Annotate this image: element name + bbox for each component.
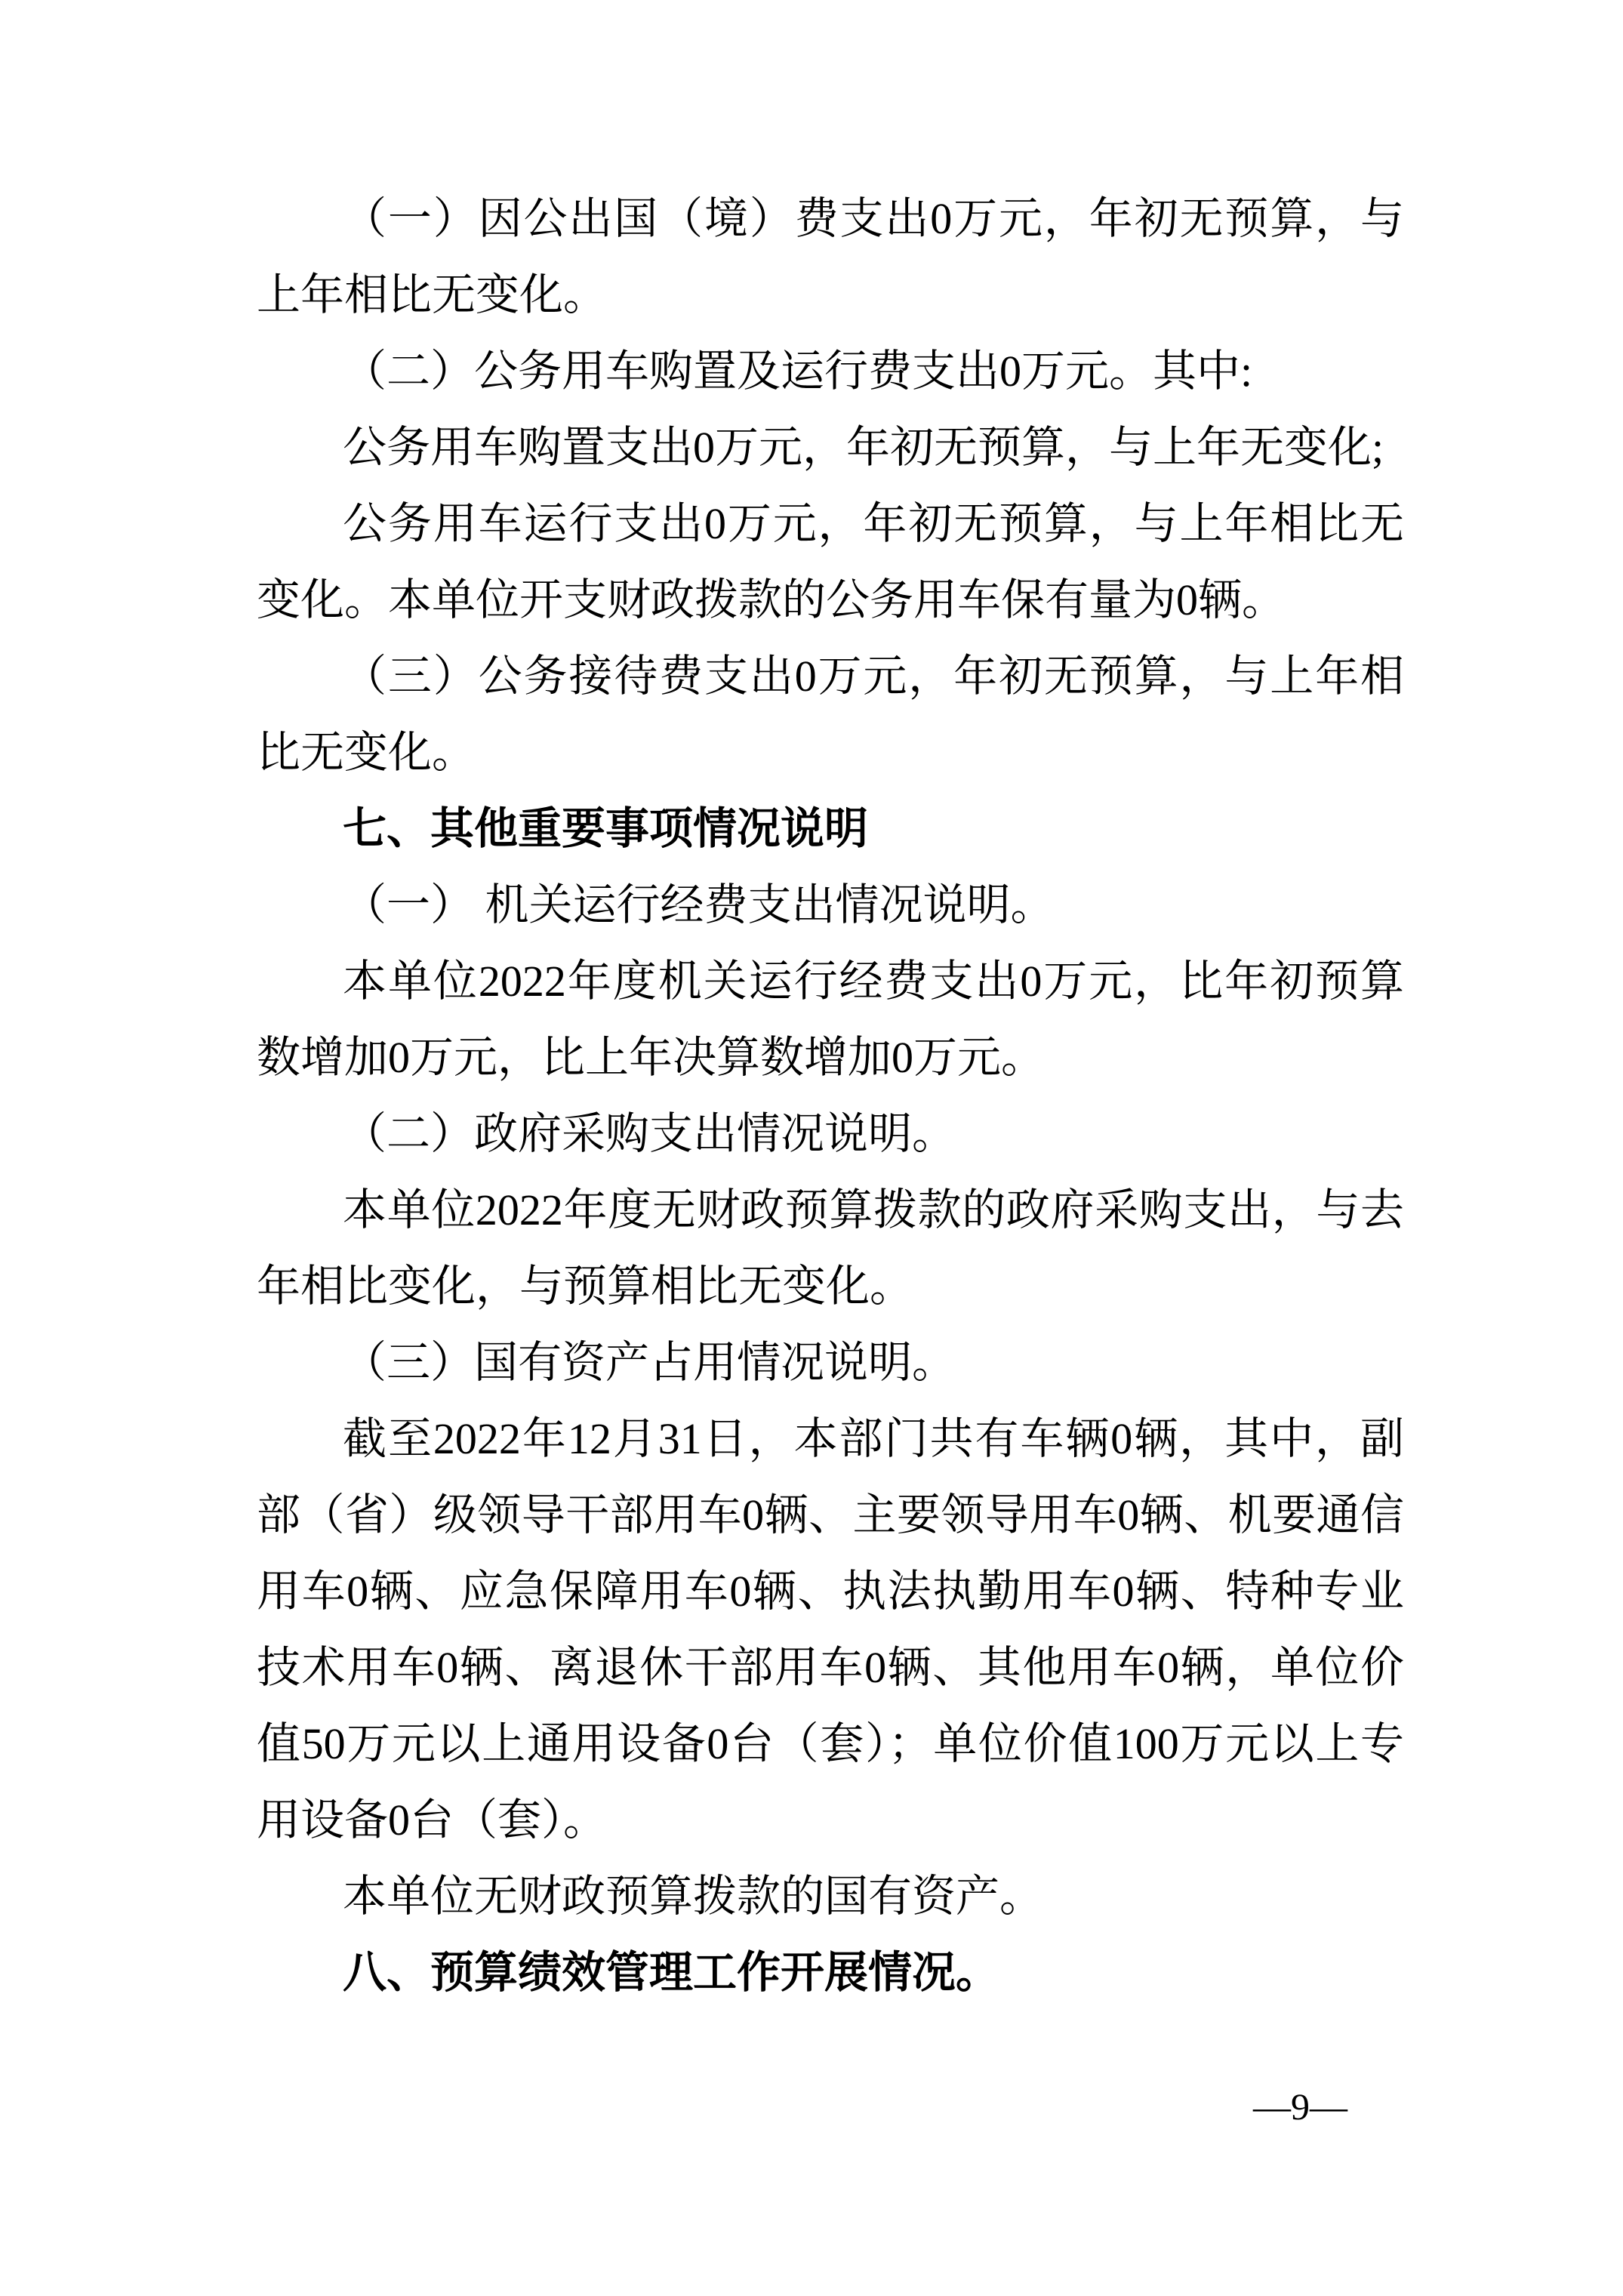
paragraph: 公务用车购置支出0万元，年初无预算，与上年无变化; — [343, 423, 1384, 472]
paragraph: 截至2022年12月31日，本部门共有车辆0辆，其中，副部（省）级领导干部用车0辆、主要领导用车0辆、机要通信用车0辆、应急保障用车0辆、执法执勤用车0辆、特种专业技术用车0辆、离退休干部用车0辆、其他用车0辆，单位价值50万元以上通用设备0台（套）；单位价值100万元以上专用设备0台（套）。 — [257, 1414, 1404, 1845]
paragraph: （三）国有资产占用情况说明。 — [343, 1338, 956, 1387]
paragraph: 公务用车运行支出0万元，年初无预算，与上年相比无变化。本单位开支财政拨款的公务用车保有量为0辆。 — [257, 499, 1404, 624]
paragraph: （二）政府采购支出情况说明。 — [343, 1109, 956, 1158]
section-heading-seven: 七、其他重要事项情况说明 — [343, 804, 869, 853]
paragraph: 本单位无财政预算拨款的国有资产。 — [343, 1872, 1044, 1921]
document-body — [257, 180, 1404, 2011]
page-number: —9— — [1253, 2085, 1347, 2128]
paragraph: （一）因公出国（境）费支出0万元，年初无预算，与上年相比无变化。 — [257, 194, 1404, 319]
paragraph: （一） 机关运行经费支出情况说明。 — [343, 880, 1055, 929]
paragraph: 本单位2022年度机关运行经费支出0万元，比年初预算数增加0万元，比上年决算数增加0万元。 — [257, 957, 1404, 1082]
paragraph: （二）公务用车购置及运行费支出0万元。其中: — [343, 347, 1253, 396]
paragraph: （三）公务接待费支出0万元，年初无预算，与上年相比无变化。 — [257, 652, 1404, 777]
paragraph: 本单位2022年度无财政预算拨款的政府采购支出，与去年相比变化，与预算相比无变化。 — [257, 1185, 1404, 1311]
section-heading-eight: 八、预算绩效管理工作开展情况。 — [343, 1948, 1000, 1997]
